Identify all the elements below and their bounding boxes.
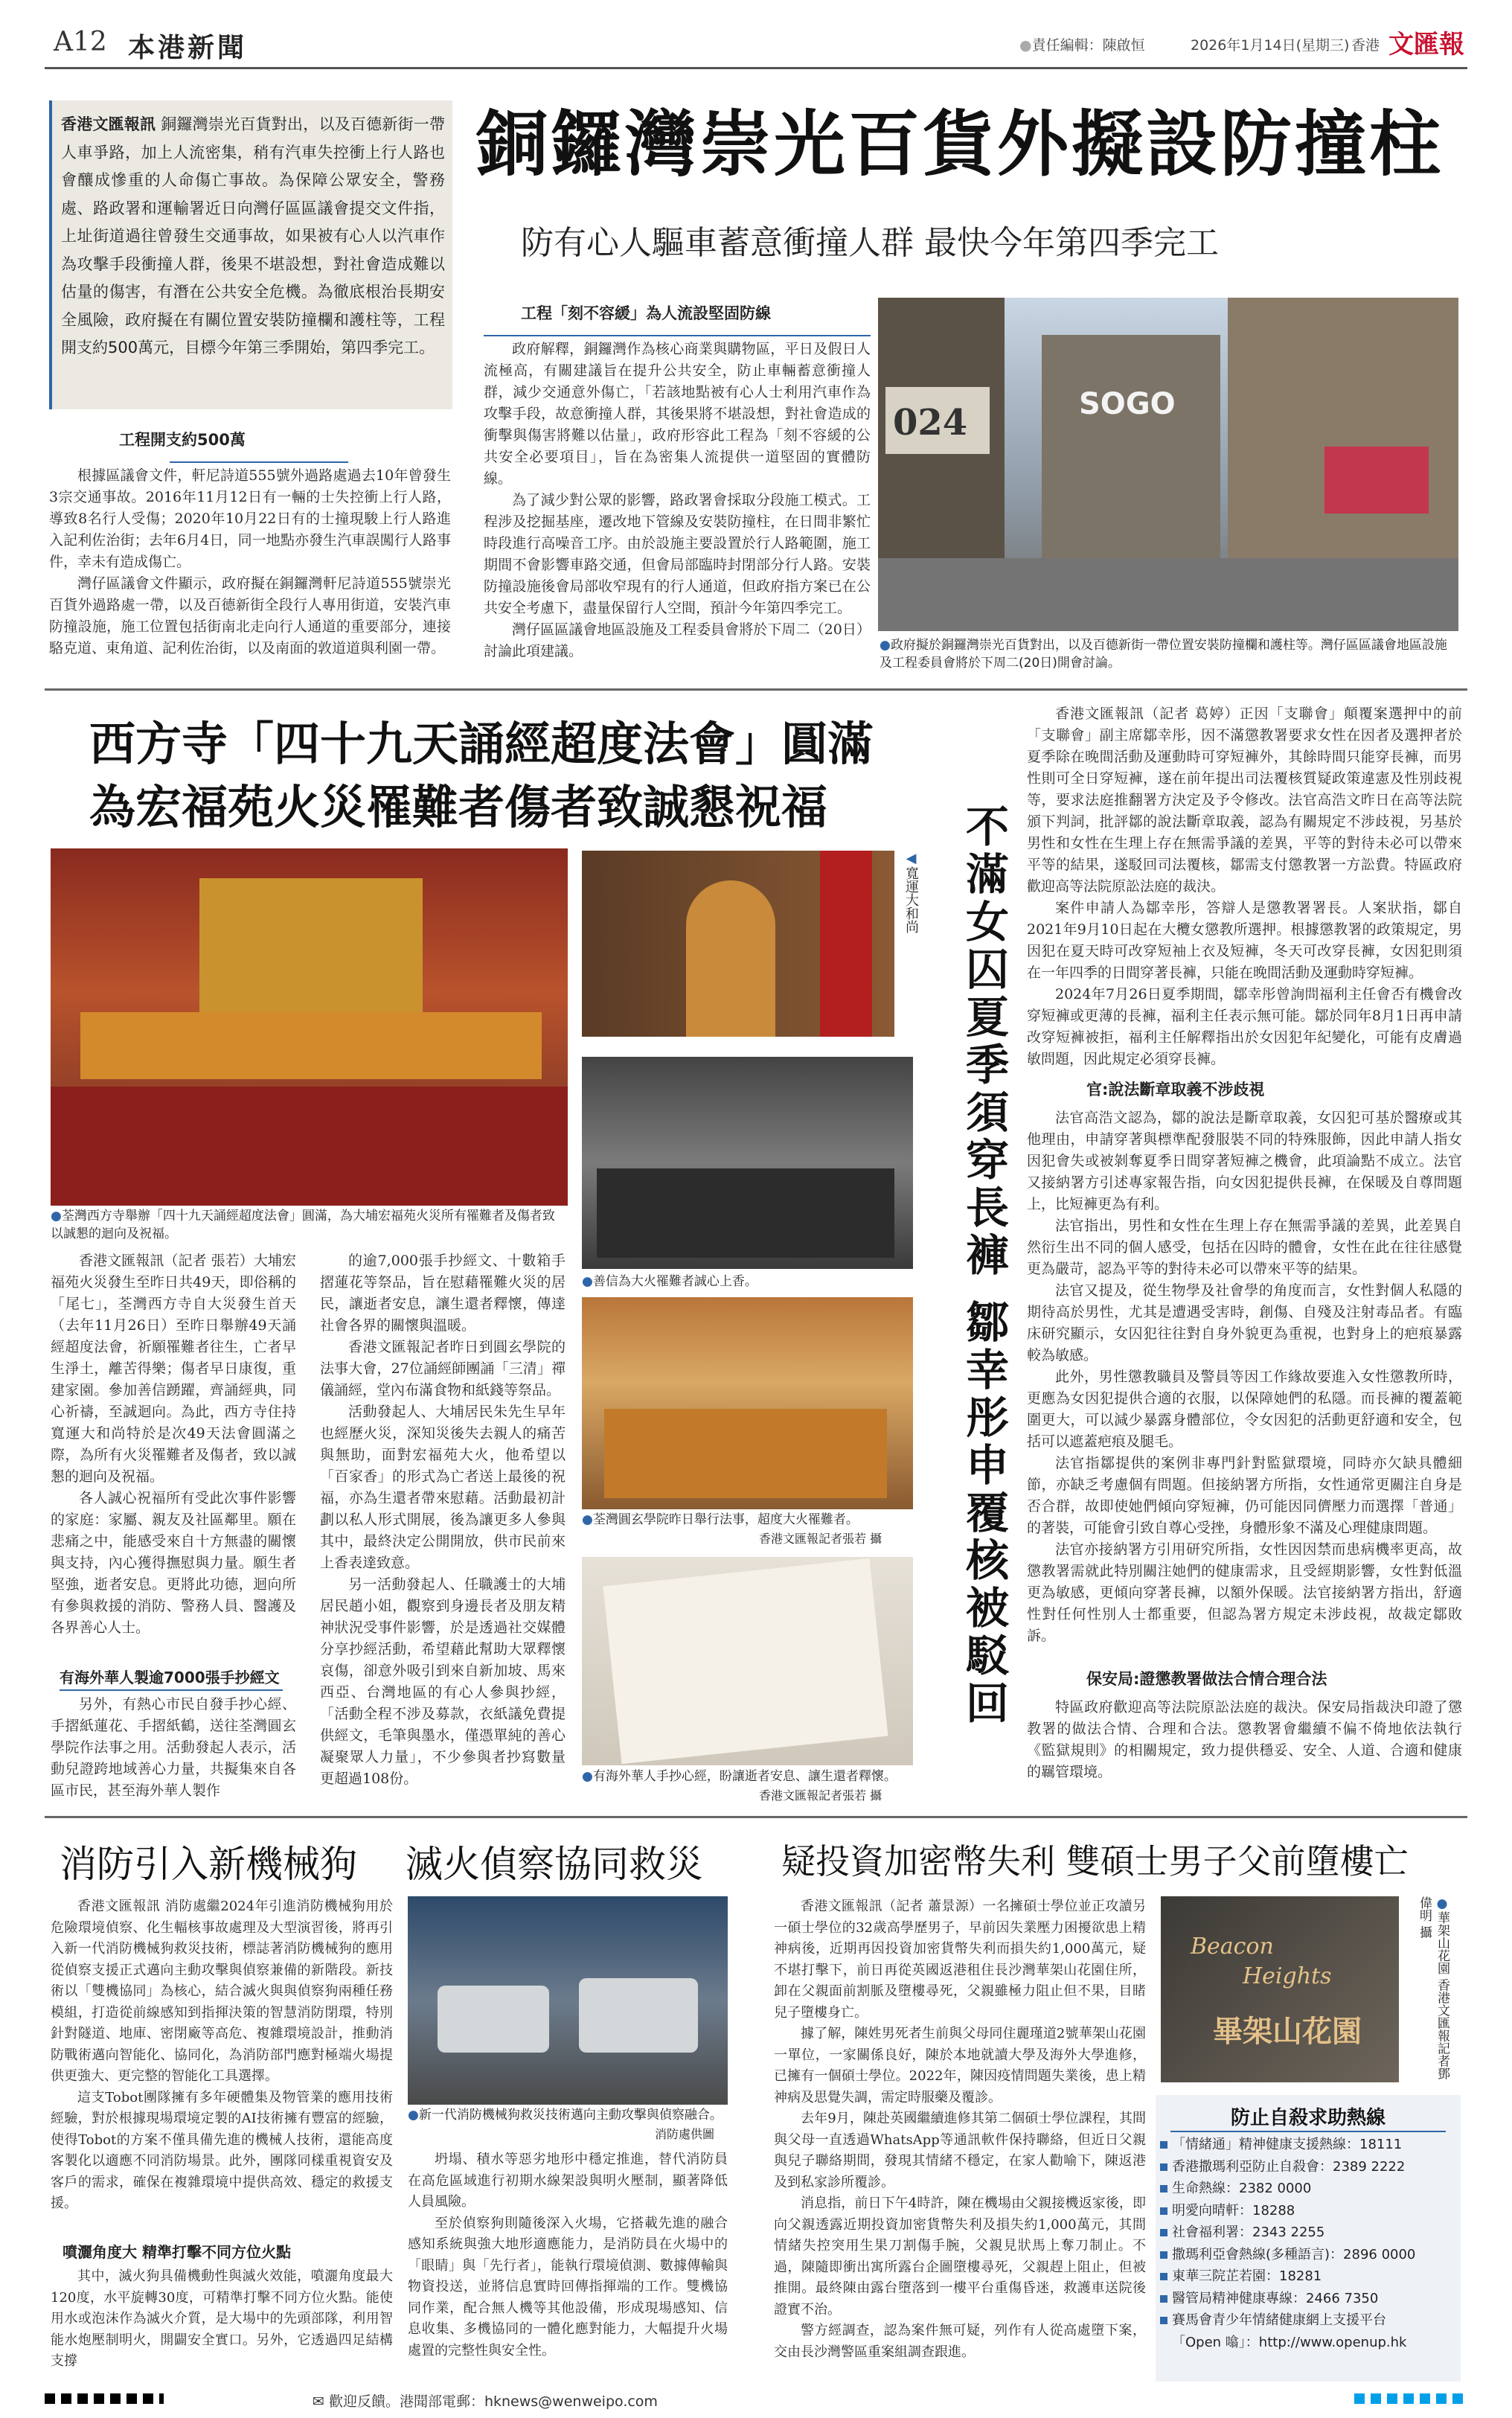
- story3-col3: 特區政府歡迎高等法院原訟法庭的裁決。保安局指裁決印證了懲教署的做法合情、合理和合法。懲教署會繼續不偏不倚地依法執行《監獄規則》的相關規定，致力提供穩妥、安全、人道、合適和健康的羈管環境。: [1027, 1699, 1462, 1780]
- crowd: [597, 1168, 894, 1258]
- altar: [199, 878, 423, 1027]
- helpline-item: 生命熱線：2382 0000: [1160, 2178, 1458, 2200]
- screen-left-text: 024: [893, 402, 968, 444]
- helpline-list: [1160, 2134, 1458, 2353]
- building-sogo: [1042, 335, 1220, 558]
- story2-headline-1: 西方寺「四十九天誦經超度法會」圓滿: [89, 717, 874, 771]
- incense-photo: [582, 1057, 913, 1269]
- editor-credit: ●責任編輯：陳啟恒: [1019, 37, 1145, 54]
- street: [878, 558, 1458, 631]
- caption-dot: ●: [582, 1512, 593, 1527]
- helpline-item: 醫管局精神健康專線：2466 7350: [1160, 2288, 1458, 2310]
- caption-dot: ●: [582, 1274, 593, 1289]
- story4-sub: 噴灑角度大 精準打擊不同方位火點: [63, 2243, 291, 2261]
- story1-headline: 銅鑼灣崇光百貨外擬設防撞柱: [476, 102, 1444, 186]
- robot-dog-photo: [408, 1896, 728, 2105]
- story1-caption: ●政府擬於銅鑼灣崇光百貨對出，以及百德新街一帶位置安裝防撞欄和護柱等。灣仔區區議會地區設施及工程委員會將於下周二(20日)開會討論。: [880, 638, 1447, 671]
- caption-dot: ●: [408, 2108, 419, 2123]
- temple-ceremony-photo: [51, 848, 568, 1206]
- sogo-sign: SOGO: [1079, 387, 1176, 421]
- mail-icon: ✉: [313, 2393, 324, 2410]
- red-banner: [820, 851, 872, 1037]
- red-screen: [1324, 447, 1429, 514]
- issue-date: 2026年1月14日(星期三): [1191, 37, 1350, 54]
- ritual-hall-photo: [582, 1297, 913, 1509]
- helpline-item: 「情緒通」精神健康支援熱線：18111: [1160, 2134, 1458, 2156]
- story2-headline-2: 為宏福苑火災罹難者傷者致誠懇祝福: [89, 780, 828, 834]
- handwritten-sutra-photo: [582, 1557, 913, 1765]
- caption-dot: ●: [582, 1769, 593, 1784]
- footer-text: ✉ 歡迎反饋。港聞部電郵：hknews@wenweipo.com: [313, 2393, 658, 2410]
- sogo-street-photo: [878, 298, 1458, 631]
- divider-2: [45, 1816, 1467, 1818]
- helpline-box: [1156, 2095, 1461, 2382]
- helpline-title-rule: [1170, 2131, 1446, 2132]
- story4-caption: ●新一代消防機械狗救災技術邁向主動攻擊與偵察融合。: [408, 2108, 723, 2123]
- story4-headline-b: 滅火偵察協同救災: [406, 1843, 703, 1886]
- story3-col2: 法官高浩文認為，鄒的說法是斷章取義，女囚犯可基於醫療或其他理由，申請穿著與標準配發服裝不同的特殊服飾，因此申請人指女因犯會失或被剝奪夏季日間穿著短褲之機會，此項論點不成立。法官又接納署方引述專家報告指，向女因犯提供長褲，在保暖及自尊問題上，比短褲更為有利。 法官指出，男性和女性在生理上存在無需爭議的差異，此差異自然衍生出不同的個人感受，包括在囚時的體會，女性在此在往往感覺更為嚴苛，認為平等的對待未必可以帶來平等的結果。 法官又提及，從生物學及社會學的角度而言，女性對個人私隱的期待高於男性，尤其是遭遇受害時，創傷、自殘及注射毒品者。有臨床研究顯示，女囚犯往往對自身外貌更為重視，也對身上的疤痕暴露較為敏感。 此外，男性懲教職員及警員等因工作緣故要進入女性懲教所時，更應為女因犯提供合適的衣服，以保障她們的私隱。而長褲的覆蓋範圍更大，可以減少暴露身體部位，令女因犯的活動更舒適和安全，包括可以遮蓋疤痕及腿毛。 法官指鄒提供的案例非專門針對監獄環境，同時亦欠缺具體細節，亦缺乏考慮個有問題。但接納署方所指，女性通常更關注自身是否合群，故即使她們傾向穿短褲，仍可能因同儕壓力而選擇「普通」的著裝，可能會引致自尊心受挫，身體形象不滿及心理健康問題。 法官亦接納署方引用研究所指，女性因因禁而患病機率更高，故懲教署需就此特別關注她們的健康需求，且受經期影響，女性對低溫更為敏感，更傾向穿著長褲，以額外保暖。法官接納署方指出，舒適性對任何性別人士都重要，但認為署方規定未涉歧視，故裁定鄒敗訴。: [1027, 1110, 1462, 1644]
- story2-caption-b: ●善信為大火罹難者誠心上香。: [582, 1274, 757, 1289]
- story5-col: 香港文匯報訊（記者 蕭景源）一名擁碩士學位並正攻讀另一碩士學位的32歲高學歷男子，早前因失業壓力困擾欲患上精神病後，近期再因投資加密貨幣失利而損失約1,000萬元，疑不堪打擊下，前日再從英國返港租住長沙灣華架山花園住所，卸在父親面前割脈及墮樓尋死，父親雖極力阻止但不果，目睹兒子墮樓身亡。 據了解，陳姓男死者生前與父母同住麗瑾道2號華架山花園一單位，一家關係良好，陳於本地就讀大學及海外大學進修，已擁有一個碩士學位。2022年，陳因疫情問題失業後，患上精神病及思覺失調，需定時服藥及覆診。 去年9月，陳赴英國繼續進修其第二個碩士學位課程，其間與父母一直透過WhatsApp等通訊軟件保持聯絡，但近日父親與兒子聯絡期間，發現其情緒不穩定，在家人勸喻下，陳返港及到私家診所覆診。 消息指，前日下午4時許，陳在機場由父親接機返家後，即向父親透露近期投資加密貨幣失利及損失約1,000萬元，其間情緒失控突用生果刀割傷手腕，父親見狀馬上奪刀制止。不過，陳隨即衝出寓所露台企圖墮樓尋死，父親趕上阻止，但被推開。最終陳由露台墮落到一樓平台重傷昏迷，救護車送院後證實不治。 警方經調查，認為案件無可疑，列作有人從高處墮下案，交由長沙灣警區重案組調查跟進。: [774, 1899, 1146, 2360]
- page-header: [45, 22, 1467, 67]
- helpline-item: 社會福利署：2343 2255: [1160, 2222, 1458, 2244]
- story2-caption-main: ●荃灣西方寺舉辦「四十九天誦經超度法會」圓滿，為大埔宏福苑火災所有罹難者及傷者致以誠懇的迴向及祝福。: [51, 1209, 555, 1241]
- story2-caption-c: ●荃灣圓玄學院昨日舉行法事，超度大火罹難者。: [582, 1512, 859, 1527]
- caption-dot: ●: [51, 1209, 62, 1224]
- story2-sub: 有海外華人製逾7000張手抄經文: [60, 1669, 280, 1686]
- caption-dot: ●: [880, 638, 891, 653]
- story2-caption-d: ●有海外華人手抄心經，盼讓逝者安息、讓生還者釋懷。: [582, 1769, 897, 1784]
- story3-col1: 香港文匯報訊（記者 葛婷）正因「支聯會」顛覆案選押中的前「支聯會」副主席鄒幸彤，因不滿懲教署要求女性在因者及選押者於夏季除在晚間活動及運動時可穿短褲外，其餘時間只能穿長褲，而男性則可全日穿短褲，遂在前年提出司法覆核質疑政策違憲及性別歧視等，要求法庭推翻署方決定及予令修改。法官高浩文昨日在高等法院頒下判詞，批評鄒的說法斷章取義，認為有關規定不涉歧視，另基於男性和女性在生理上存在無需爭議的差異，平等的對待未必可以帶來平等的結果，遂駁回司法覆核，鄒需支付懲教署一方訟費。特區政府歡迎高等法院原訟法庭的裁決。 案件申請人為鄒幸彤，答辯人是懲教署署長。人案狀指，鄒自2021年9月10日起在大欖女懲教所選押。根據懲教署的政策規定，男因犯在夏天時可改穿短袖上衣及短褲，冬天可改穿長褲，女因犯則須在一年四季的日間穿著長褲，只能在晚間活動及運動時穿短褲。 2024年7月26日夏季期間，鄒幸彤曾詢問福利主任會否有機會改穿短褲或更薄的長褲，福利主任表示無可能。鄒於同年8月1日再申請改穿短褲被拒，福利主任解釋指出於女因犯年紀變化，可能有皮膚過敏問題，因此規定必須穿長褲。: [1027, 706, 1462, 1067]
- caption-dot: ◀: [903, 851, 919, 866]
- caption-dot: ●: [1435, 1896, 1449, 1911]
- story4-col2: 坍塌、積水等惡劣地形中穩定推進，替代消防員在高危區域進行初期水線架設與明火壓制，顯著降低人員風險。 至於偵察狗則隨後深入火場，它搭載先進的融合感知系統與強大地形適應能力，是消防員在火場中的「眼睛」與「先行者」，能執行環境偵測、數據傳輸與物資投送，並將信息實時回傳指揮端的工作。雙機協同作業，配合無人機等其他設備，形成現場感知、信息收集、多機協同的一體化應對能力，大幅提升火場處置的完整性與安全性。: [408, 2152, 728, 2358]
- building-right: [1228, 298, 1458, 566]
- issue-region: 香港: [1351, 37, 1380, 54]
- monk-figure: [686, 880, 775, 1037]
- footer-bar: [45, 2389, 1467, 2411]
- intro-source: 香港文匯報訊: [61, 115, 156, 133]
- story2-sub-rule: [60, 1689, 283, 1691]
- story4-col1: 香港文匯報訊 消防處繼2024年引進消防機械狗用於危險環境偵察、化生輻核事故處理及大型演習後，將再引入新一代消防機械狗救災技術，標誌著消防機械狗的應用從偵察支援正式邁向主動攻擊與偵察兼備的新階段。新技術以「雙機協同」為核心，結合滅火與與偵察狗兩種任務模組，打造從前線感知到指揮決策的智慧消防閉環，特別針對隧道、地庫、密閉廠等高危、複雜環境設計，推動消防戰術邁向智能化、協同化，為消防部門應對極端火場提供更強大、更完整的智能化工具選擇。 這支Tobot團隊擁有多年硬體集及物管業的應用技術經驗，對於根據現場環境定製的AI技術擁有豐富的經驗，使得Tobot的方案不僅具備先進的機械人技術，還能高度客製化以適應不同消防場景。此外，團隊同樣重視資安及客戶的需求，確保在複雜環境中提供高效、穩定的救援支援。: [51, 1899, 393, 2211]
- color-marks-right: [1354, 2393, 1466, 2404]
- sub2-rule: [484, 335, 871, 336]
- story5-photo-credit: ●華架山花園 香港文匯報記者鄧偉明 攝: [1417, 1896, 1449, 2080]
- divider-1: [45, 688, 1467, 691]
- story1-col2: 政府解釋，銅鑼灣作為核心商業與購物區，平日及假日人流極高，有關建議旨在提升公共安全，防止車輛蓄意衝撞人群，減少交通意外傷亡，「若該地點被有心人士利用汽車作為攻擊手段，故意衝撞人群，其後果將不堪設想，對社會造成的衝擊與傷害將難以估量」，政府形容此工程為「刻不容緩的公共安全必要項目」，旨在為密集人流提供一道堅固的實體防線。 為了減少對公眾的影響，路政署會採取分段施工模式。工程涉及挖掘基座，遷改地下管線及安裝防撞柱，在日間非繁忙時段進行高噪音工序。由於設施主要設置於行人路範圍，施工期間不會影響車路交通，但會局部臨時封閉部分行人路。安裝防撞設施後會局部收窄現有的行人通道，但政府指方案已在公共安全考慮下，盡量保留行人空間，預計今年第四季完工。 灣仔區區議會地區設施及工程委員會將於下周二（20日）討論此項建議。: [484, 341, 871, 659]
- story3-headline: 不滿女囚夏季須穿長褲 鄒幸彤申覆核被駁回: [958, 804, 1009, 1729]
- story2-credit-c: 香港文匯報記者張若 攝: [759, 1532, 882, 1546]
- story3-sub1: 官:說法斷章取義不涉歧視: [1086, 1081, 1265, 1098]
- story1-intro: [61, 111, 445, 362]
- red-carpet: [51, 1087, 568, 1206]
- story4-headline-a: 消防引入新機械狗: [60, 1843, 357, 1886]
- header-rule: [45, 67, 1467, 69]
- sign-en-1: Beacon: [1191, 1934, 1274, 1960]
- editor-dot: ●: [1019, 37, 1032, 54]
- sign-en-2: Heights: [1243, 1963, 1332, 1989]
- helpline-item: 撒瑪利亞會熱線(多種語言)：2896 0000: [1160, 2244, 1458, 2266]
- story2-col1: 香港文匯報訊（記者 張若）大埔宏福苑火災發生至昨日共49天，即俗稱的「尾七」，荃灣西方寺自大災發生首天（去年11月26日）至昨日舉辦49天誦經超度法會，祈願罹難者往生，亡者早生淨土，離苦得樂；傷者早日康復，重建家園。參加善信踴躍，齊誦經典，同心祈禱，至誠迴向。為此，西方寺住持寬運大和尚特於是次49天法會圓滿之際，為所有火災罹難者及傷者，致以誠懇的迴向及祝福。 各人誠心祝福所有受此次事件影響的家庭：家屬、親友及社區鄰里。願在悲痛之中，能感受來自十方無盡的關懷與支持，內心獲得撫慰與力量。願生者堅強，逝者安息。更將此功德，迴向所有參與救援的消防、警務人員、醫護及各界善心人士。: [51, 1253, 296, 1636]
- sub1-rule: [170, 461, 348, 463]
- helpline-item: 明愛向晴軒：18288: [1160, 2200, 1458, 2222]
- robot-dog-1: [438, 1986, 549, 2053]
- monks-row: [80, 1012, 542, 1079]
- story1-subheadline: 防有心人驅車蓄意衝撞人群 最快今年第四季完工: [521, 224, 1219, 262]
- story1-col1: 根據區議會文件，軒尼詩道555號外過路處過去10年曾發生3宗交通事故。2016年11月12日有一輛的士失控衝上行人路，導致8名行人受傷；2020年10月22日有的士撞現駿上行人路進入記利佐治街；去年6月4日，同一地點亦發生汽車誤闖行人路事件，幸未有造成傷亡。 灣仔區議會文件顯示，政府擬在銅鑼灣軒尼詩道555號崇光百貨外過路處一帶，以及百德新街全段行人專用街道，安裝汽車防撞設施，施工位置包括街南北走向行人通道的重要部分，連接駱克道、東角道、記利佐治街，以及南面的敦道道與利園一帶。: [49, 467, 451, 656]
- story2-col2: 的逾7,000張手抄經文、十數箱手摺蓮花等祭品，旨在慰藉罹難火災的居民，讓逝者安息，讓生還者釋懷，傳達社會各界的關懷與溫暖。 香港文匯報記者昨日到圓玄學院的法事大會，27位誦經師團誦「三清」禪儀誦經，堂內布滿食物和紙錢等祭品。 活動發起人、大埔居民朱先生早年也經歷火災，深知災後失去親人的痛苦與無助，面對宏福苑大火，他希望以「百家香」的形式為亡者送上最後的祝福，亦為生還者帶來慰藉。活動最初計劃以私人形式開展，後為讓更多人參與其中，最終決定公開開放，供市民前來上香表達致意。 另一活動發起人、任職護士的大埔居民趙小姐，觀察到身邊長者及朋友精神狀況受事件影響，於是透過社交媒體分享抄經活動，希望藉此幫助大眾釋懷哀傷，卻意外吸引到來自新加坡、馬來西亞、台灣地區的有心人參與抄經，「活動全程不涉及募款，衣紙議免費提供經文，毛筆與墨水，僅憑單純的善心凝聚眾人力量」，不少參與者抄寫數量更超過108份。: [320, 1253, 566, 1787]
- photo-credit2: 香港文匯報記者鄧偉明 攝: [1417, 1896, 1449, 2080]
- color-marks-left: [45, 2393, 164, 2404]
- story1-intro-box: [49, 100, 452, 409]
- helpline-title: 防止自殺求助熱線: [1230, 2107, 1386, 2129]
- helpline-item: 賽馬會青少年情緒健康網上支援平台: [1160, 2309, 1458, 2332]
- story4-col1b: 其中，滅火狗具備機動性與滅火效能，噴灑角度最大120度，水平旋轉30度，可精準打擊不同方位火點。能使用水或泡沫作為滅火介質，是大場中的先頭部隊，利用智能水炮壓制明火，開闢安全實口。另外，它透過四足結構支撐: [51, 2268, 393, 2369]
- helpline-item: 東華三院芷若園：18281: [1160, 2265, 1458, 2288]
- helpline-item: 「Open 噏」：http://www.openup.hk: [1172, 2334, 1407, 2350]
- page-number: A12: [54, 27, 107, 57]
- ritual-crowd: [604, 1409, 887, 1498]
- intro-text: 銅鑼灣崇光百貨對出，以及百德新街一帶人車爭路，加上人流密集，稍有汽車失控衝上行人路也會釀成慘重的人命傷亡事故。為保障公眾安全，警務處、路政署和運輸署近日向灣仔區區議會提交文件指，上址街道過往曾發生交通事故，如果被有心人以汽車作為攻擊手段衝撞人群，後果不堪設想，對社會造成難以估量的傷害，有潛在公共安全危機。為徹底根治長期安全風險，政府擬在有關位置安裝防撞欄和護柱等，工程開支約500萬元，目標今年第三季開始，第四季完工。: [61, 115, 445, 356]
- story4-credit: 消防處供圖: [655, 2127, 715, 2141]
- monk-speaking-photo: [582, 851, 894, 1037]
- robot-dog-2: [579, 1978, 698, 2053]
- story3-sub2: 保安局:證懲教署做法合情合理合法: [1086, 1670, 1327, 1688]
- story5-headline: 疑投資加密幣失利 雙碩士男子父前墮樓亡: [781, 1841, 1409, 1881]
- helpline-item: 香港撒瑪利亞防止自殺會：2389 2222: [1160, 2156, 1458, 2178]
- masthead-logo: 文匯報: [1388, 30, 1464, 60]
- story1-sub2: 工程「刻不容緩」為人流設堅固防線: [521, 304, 771, 322]
- sign-zh: 畢架山花園: [1213, 2014, 1362, 2049]
- story2-col1b: 另外，有熱心市民自發手抄心經、手摺紙蓮花、手摺紙鶴，送往荃灣圓玄學院作法事之用。活動發起人表示，活動兒證跨地域善心力量，共擬集來自各區市民，甚至海外華人製作: [51, 1696, 296, 1799]
- section-title: 本港新聞: [128, 32, 248, 63]
- story2-caption-monk: ◀寬運大和尚: [903, 851, 919, 933]
- paper-sheet: [603, 1558, 888, 1764]
- beacon-heights-photo: [1161, 1896, 1399, 2082]
- story1-sub1: 工程開支約500萬: [119, 431, 246, 449]
- story2-credit-d: 香港文匯報記者張若 攝: [759, 1788, 882, 1803]
